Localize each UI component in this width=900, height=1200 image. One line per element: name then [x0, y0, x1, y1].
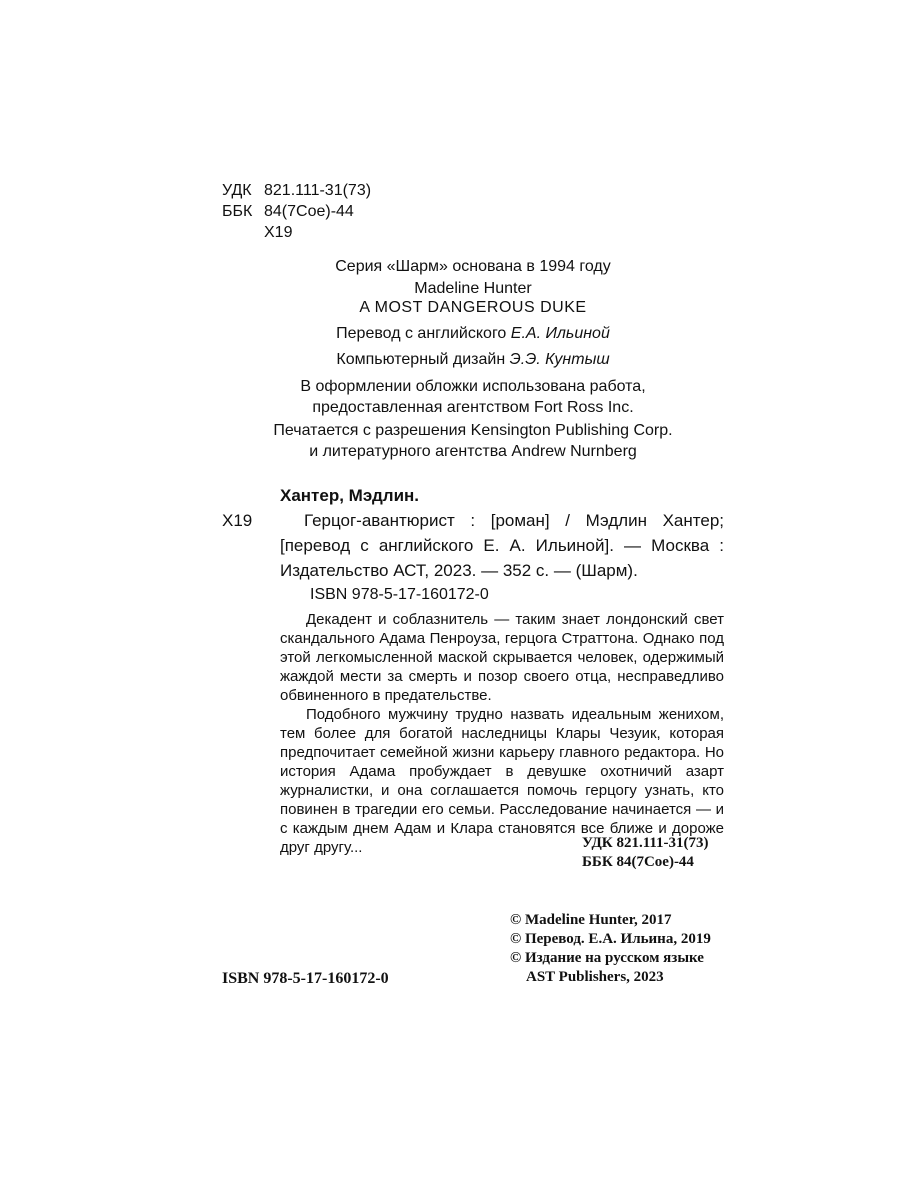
- udc-label: УДК: [222, 182, 252, 199]
- translator-name: Е.А. Ильиной: [510, 325, 610, 342]
- cover-note-line: В оформлении обложки использована работа,: [300, 378, 646, 395]
- design-prefix: Компьютерный дизайн: [336, 351, 506, 368]
- annotation-paragraph: Подобного мужчину трудно назвать идеальным женихом, тем более для богатой наследницы Клары Чезуик, которая предпочитает семейной жизни карьеру главного редактора. Но история Адама пробуждает в девушке охотничий азарт журналистки, и она соглашается помочь герцогу узнать, кто повинен в трагедии его семьи. Расследование начинается — и с каждым днем Адам и Клара становятся все ближе и дороже друг другу...: [280, 706, 724, 856]
- permission-note: [222, 420, 724, 462]
- copyright-block: [510, 911, 711, 987]
- card-code: Х19: [222, 511, 253, 530]
- designer-name: Э.Э. Кунтыш: [509, 351, 610, 368]
- card-body: [280, 508, 724, 583]
- bbk-row: [222, 201, 371, 222]
- bottom-bbk: ББК 84(7Сое)-44: [582, 854, 694, 870]
- classification-block: [222, 180, 371, 243]
- permission-line: и литературного агентства Andrew Nurnberg: [309, 443, 637, 460]
- author-code: Х19: [264, 224, 293, 241]
- cover-note-line: предоставленная агентством Fort Ross Inc.: [312, 399, 634, 416]
- card-isbn: ISBN 978-5-17-160172-0: [310, 586, 489, 603]
- copyright-line: AST Publishers, 2023: [526, 969, 664, 985]
- author-code-row: [222, 222, 371, 243]
- permission-line: Печатается с разрешения Kensington Publishing Corp.: [273, 422, 673, 439]
- bbk-label: ББК: [222, 203, 253, 220]
- bbk-value: 84(7Сое)-44: [264, 203, 354, 220]
- series-line: Серия «Шарм» основана в 1994 году: [335, 258, 611, 275]
- card-line-1: Герцог-авантюрист : [роман] / Мэдлин Хантер;: [304, 511, 724, 530]
- design-line: [222, 349, 724, 370]
- annotation: [280, 610, 724, 857]
- udc-row: [222, 180, 371, 201]
- translation-prefix: Перевод с английского: [336, 325, 507, 342]
- card-line-3: Издательство АСТ, 2023. — 352 с. — (Шарм).: [280, 561, 638, 580]
- card-line-2: [перевод с английского Е. А. Ильиной]. — Москва :: [280, 536, 724, 555]
- original-title: A MOST DANGEROUS DUKE: [359, 299, 587, 316]
- copyright-line: © Издание на русском языке: [510, 950, 704, 966]
- copyright-line: © Madeline Hunter, 2017: [510, 912, 672, 928]
- copyright-line: © Перевод. Е.А. Ильина, 2019: [510, 931, 711, 947]
- card-heading: Хантер, Мэдлин.: [280, 486, 420, 505]
- cover-note: [222, 376, 724, 418]
- original-author: Madeline Hunter: [414, 280, 532, 297]
- isbn-bottom: ISBN 978-5-17-160172-0: [222, 970, 389, 987]
- bottom-codes: [582, 834, 709, 872]
- udc-value: 821.111-31(73): [264, 182, 372, 199]
- translation-line: [222, 323, 724, 344]
- annotation-paragraph: Декадент и соблазнитель — таким знает лондонский свет скандального Адама Пенроуза, герцога Страттона. Однако под этой легкомысленной маской скрывается человек, одержимый жаждой мести за смерть и позор своего отца, несправедливо обвиненного в предательстве.: [280, 611, 724, 704]
- bottom-udc: УДК 821.111-31(73): [582, 835, 709, 851]
